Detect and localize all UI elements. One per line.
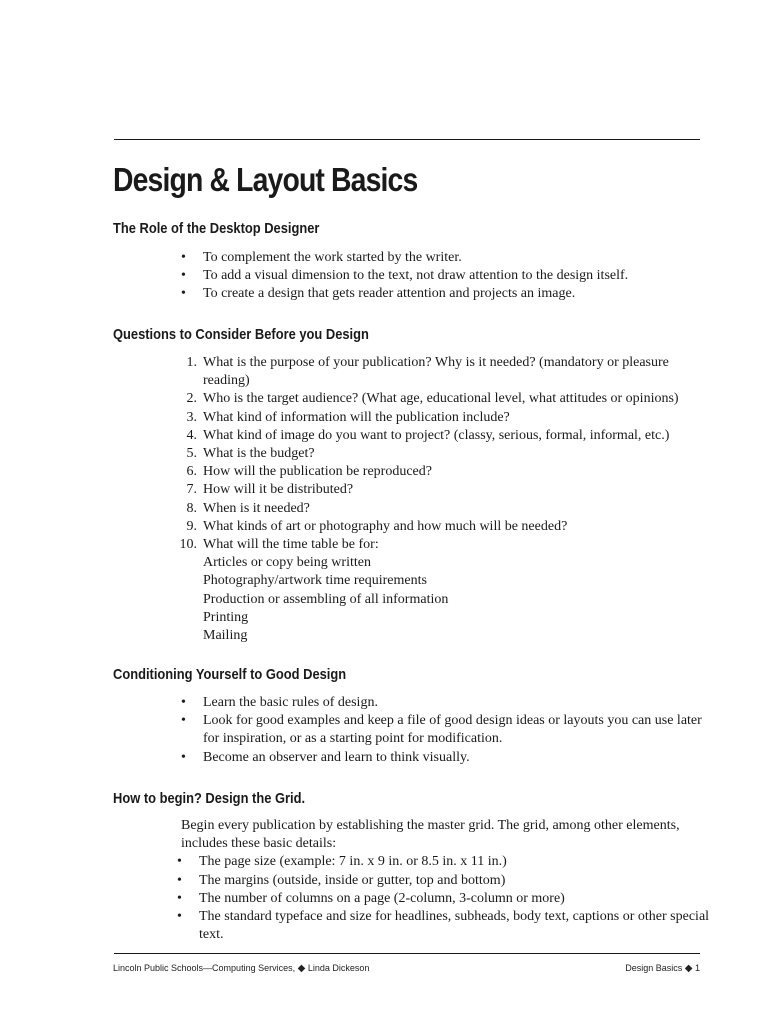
diamond-bullet-icon: ◆ — [297, 963, 306, 974]
footer-author: Linda Dickeson — [307, 963, 370, 973]
list-item-text: Who is the target audience? (What age, educational level, what attitudes or opinions) — [203, 391, 679, 407]
list-number: 1. — [186, 355, 197, 370]
timetable-sublist — [203, 554, 711, 645]
list-item: • Become an observer and learn to think visually. — [181, 749, 711, 767]
list-item — [181, 445, 711, 463]
sublist-item: Photography/artwork time requirements — [203, 573, 427, 589]
list-item-text: What kind of information will the publication include? — [203, 409, 510, 425]
list-item: • To complement the work started by the writer. — [181, 249, 711, 267]
list-item — [181, 536, 711, 645]
list-item-text: How will it be distributed? — [203, 482, 354, 498]
bottom-rule — [114, 953, 700, 954]
list-number: 3. — [186, 409, 197, 425]
list-item: • The number of columns on a page (2-column, 3-column or more) — [177, 890, 711, 908]
diamond-bullet-icon: ◆ — [684, 963, 693, 974]
list-item: • To add a visual dimension to the text, not draw attention to the design itself. — [181, 267, 711, 285]
list-item-text: What kinds of art or photography and how much will be needed? — [203, 518, 568, 534]
list-number: 4. — [186, 427, 197, 443]
list-item — [181, 409, 711, 427]
list-number: 2. — [186, 391, 197, 407]
list-item — [181, 481, 711, 499]
sublist-item: Printing — [203, 609, 249, 625]
list-item: • Learn the basic rules of design. — [181, 694, 711, 712]
footer-page-label — [625, 963, 700, 974]
footer-org: Lincoln Public Schools—Computing Services, — [113, 963, 296, 973]
list-item-text: What is the purpose of your publication? Why is it needed? (mandatory or pleasure reading) — [203, 355, 669, 389]
role-list — [181, 249, 711, 304]
section-heading-grid: How to begin? Design the Grid. — [113, 790, 306, 807]
grid-intro-paragraph: Begin every publication by establishing the master grid. The grid, among other elements, includes these basic details: — [181, 818, 680, 852]
list-item-text: What will the time table be for: — [203, 537, 379, 553]
list-number: 9. — [186, 518, 197, 534]
page-number: 1 — [694, 963, 700, 973]
footer-doc-title: Design Basics — [625, 963, 683, 973]
list-item-text: How will the publication be reproduced? — [203, 464, 432, 480]
list-item-text: What is the budget? — [203, 446, 315, 462]
list-number: 6. — [186, 464, 197, 480]
grid-list — [177, 853, 711, 944]
list-item — [181, 427, 711, 445]
grid-section-body — [181, 817, 711, 944]
list-number: 10. — [179, 537, 197, 553]
sublist-item: Articles or copy being written — [203, 555, 371, 571]
list-item: • To create a design that gets reader attention and projects an image. — [181, 285, 711, 303]
list-number: 7. — [186, 482, 197, 498]
list-item: • Look for good examples and keep a file of good design ideas or layouts you can use later for inspiration, or as a starting point for modification. — [181, 712, 711, 748]
list-item — [181, 390, 711, 408]
footer-credit — [113, 963, 369, 974]
list-item: • The margins (outside, inside or gutter, top and bottom) — [177, 872, 711, 890]
list-item — [181, 463, 711, 481]
list-item: • The page size (example: 7 in. x 9 in. or 8.5 in. x 11 in.) — [177, 853, 711, 871]
list-item: • The standard typeface and size for headlines, subheads, body text, captions or other special text. — [177, 908, 711, 944]
section-heading-conditioning: Conditioning Yourself to Good Design — [113, 666, 347, 683]
conditioning-list — [181, 694, 711, 767]
list-number: 8. — [186, 500, 197, 516]
list-item-text: When is it needed? — [203, 500, 310, 516]
section-heading-questions: Questions to Consider Before you Design — [113, 326, 369, 343]
top-rule — [114, 139, 700, 140]
questions-list — [181, 354, 711, 645]
list-item-text: What kind of image do you want to project? (classy, serious, formal, informal, etc.) — [203, 427, 670, 443]
sublist-item: Mailing — [203, 628, 248, 644]
list-item — [181, 354, 711, 390]
list-number: 5. — [186, 446, 197, 462]
list-item — [181, 518, 711, 536]
page-title: Design & Layout Basics — [113, 161, 418, 198]
sublist-item: Production or assembling of all information — [203, 591, 449, 607]
list-item — [181, 500, 711, 518]
section-heading-role: The Role of the Desktop Designer — [113, 220, 320, 237]
